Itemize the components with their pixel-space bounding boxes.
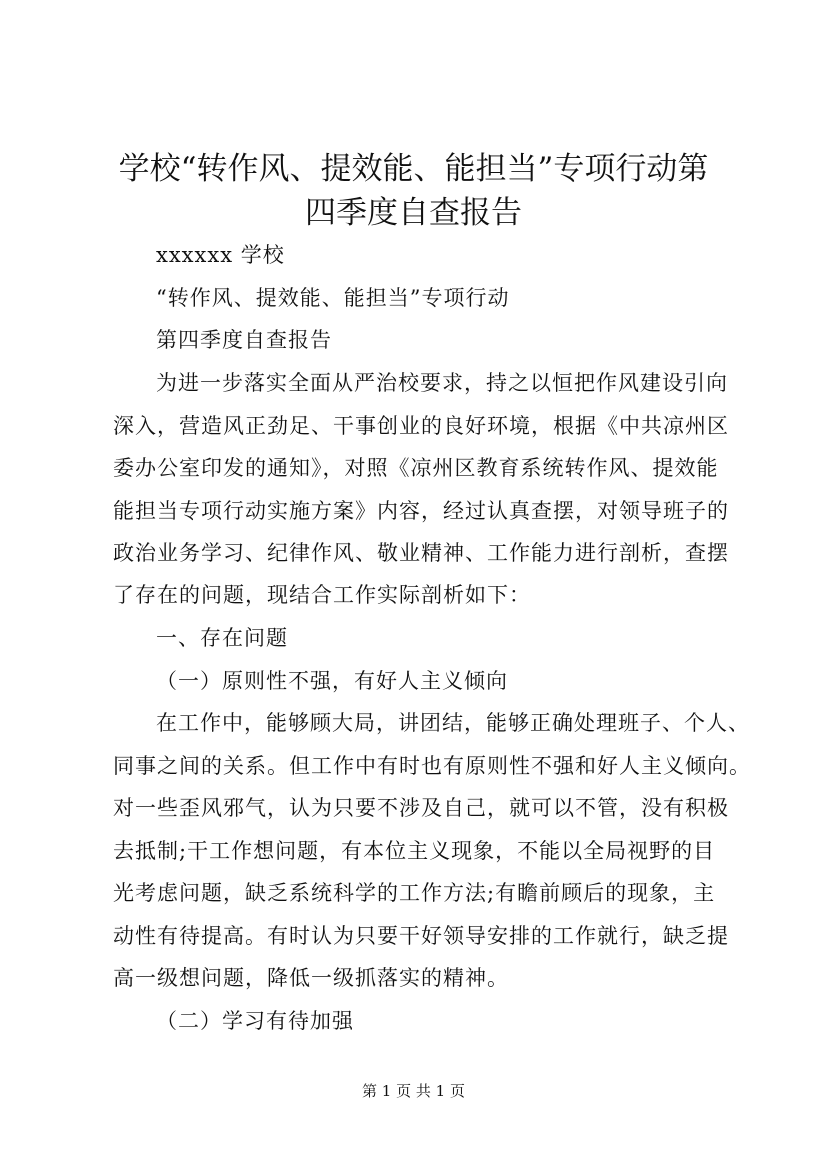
section-heading: 一、存在问题 xyxy=(156,626,288,650)
paragraph-line: 为进一步落实全面从严治校要求，持之以恒把作风建设引向 xyxy=(156,371,728,395)
document-title-line-2: 四季度自查报告 xyxy=(305,195,522,231)
paragraph-line: 政治业务学习、纪律作风、敬业精神、工作能力进行剖析，查摆 xyxy=(113,541,729,565)
paragraph-line: 光考虑问题，缺乏系统科学的工作方法;有瞻前顾后的现象，主 xyxy=(113,881,716,905)
paragraph-line: 深入，营造风正劲足、干事创业的良好环境，根据《中共凉州区 xyxy=(113,414,729,438)
paragraph-line: 委办公室印发的通知》，对照《凉州区教育系统转作风、提效能 xyxy=(113,456,719,480)
paragraph-line: 同事之间的关系。但工作中有时也有原则性不强和好人主义倾向。 xyxy=(113,754,751,778)
subtitle-action: “转作风、提效能、能担当”专项行动 xyxy=(156,286,510,310)
paragraph-line: 去抵制;干工作想问题，有本位主义现象，不能以全局视野的目 xyxy=(113,839,716,863)
paragraph-line: 了存在的问题，现结合工作实际剖析如下： xyxy=(113,583,531,607)
paragraph-line: 能担当专项行动实施方案》内容，经过认真查摆，对领导班子的 xyxy=(113,499,729,523)
paragraph-line: 动性有待提高。有时认为只要干好领导安排的工作就行，缺乏提 xyxy=(113,924,729,948)
subsection-heading: （一）原则性不强，有好人主义倾向 xyxy=(156,669,508,693)
subsection-heading: （二）学习有待加强 xyxy=(156,1009,354,1033)
paragraph-line: 高一级想问题，降低一级抓落实的精神。 xyxy=(113,966,509,990)
subtitle-report: 第四季度自查报告 xyxy=(156,328,332,352)
paragraph-line: 在工作中，能够顾大局，讲团结，能够正确处理班子、个人、 xyxy=(156,711,750,735)
paragraph-line: 对一些歪风邪气，认为只要不涉及自己，就可以不管，没有积极 xyxy=(113,796,729,820)
page-footer: 第 1 页 共 1 页 xyxy=(362,1082,465,1100)
school-name: xxxxxx 学校 xyxy=(156,243,285,267)
document-title-line-1: 学校“转作风、提效能、能担当”专项行动第 xyxy=(118,151,709,187)
